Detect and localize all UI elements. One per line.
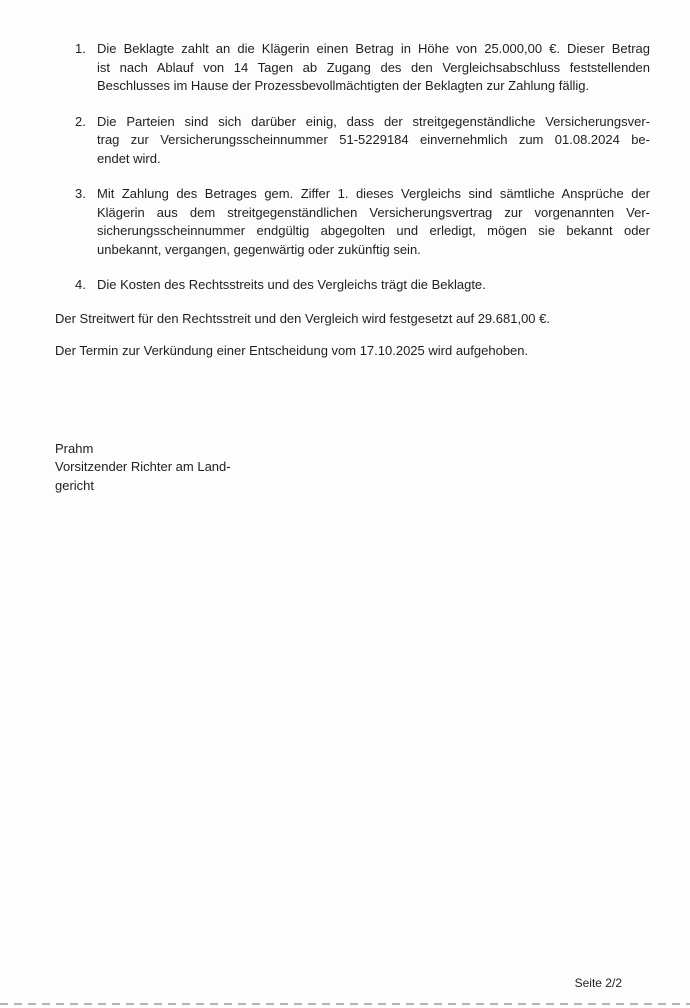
text-line: Die Parteien sind sich darüber einig, dass der streitgegenständliche Versicherungsver- <box>97 113 650 129</box>
text-line: endet wird. <box>97 150 161 166</box>
text-line: Klägerin aus dem streitgegenständlichen Versicherungsvertrag zur vorgenannten Ver- <box>97 204 650 220</box>
text-line: Beschlusses im Hause der Prozessbevollmächtigten der Beklagten zur Zahlung fällig. <box>97 78 590 93</box>
list-item-4-number: 4. <box>75 277 86 292</box>
termin-paragraph: Der Termin zur Verkündung einer Entscheidung vom 17.10.2025 wird aufgehoben. <box>55 343 529 358</box>
page-number: Seite 2/2 <box>574 976 622 990</box>
streitwert-paragraph: Der Streitwert für den Rechtsstreit und den Vergleich wird festgesetzt auf 29.681,00 €. <box>55 310 550 326</box>
page-bottom-separator <box>0 1003 690 1005</box>
list-item-3 <box>75 185 650 259</box>
list-item-4 <box>75 276 650 295</box>
text-line: Die Beklagte zahlt an die Klägerin einen Betrag in Höhe von 25.000,00 €. Dieser Betrag <box>97 41 650 56</box>
signature-name: Prahm <box>55 440 94 456</box>
settlement-terms-list <box>55 40 650 295</box>
list-item-3-text <box>97 185 650 259</box>
list-item-2-text <box>97 113 650 169</box>
list-item-2-number: 2. <box>75 113 86 129</box>
list-item-3-number: 3. <box>75 186 86 201</box>
signature-block <box>55 440 650 496</box>
text-line: trag zur Versicherungsscheinnummer 51-5229184 einvernehmlich zum 01.08.2024 be- <box>97 132 650 147</box>
list-item-1-number: 1. <box>75 41 86 56</box>
text-line: sicherungsscheinnummer endgültig abgegolten und erledigt, mögen sie bekannt oder <box>97 223 650 238</box>
list-item-1-text <box>97 40 650 96</box>
signature-title-line-2: gericht <box>55 477 95 493</box>
signature-title-line-1: Vorsitzender Richter am Land- <box>55 459 231 474</box>
text-line: unbekannt, vergangen, gegenwärtig oder zukünftig sein. <box>97 241 421 257</box>
list-item-4-text <box>97 276 650 295</box>
list-item-2 <box>75 113 650 169</box>
text-line: ist nach Ablauf von 14 Tagen ab Zugang des den Vergleichsabschluss feststellenden <box>97 59 650 75</box>
document-content <box>55 40 650 495</box>
text-line: Mit Zahlung des Betrages gem. Ziffer 1. dieses Vergleichs sind sämtliche Ansprüche der <box>97 186 650 201</box>
text-line: Die Kosten des Rechtsstreits und des Vergleichs trägt die Beklagte. <box>97 277 486 292</box>
list-item-1 <box>75 40 650 96</box>
